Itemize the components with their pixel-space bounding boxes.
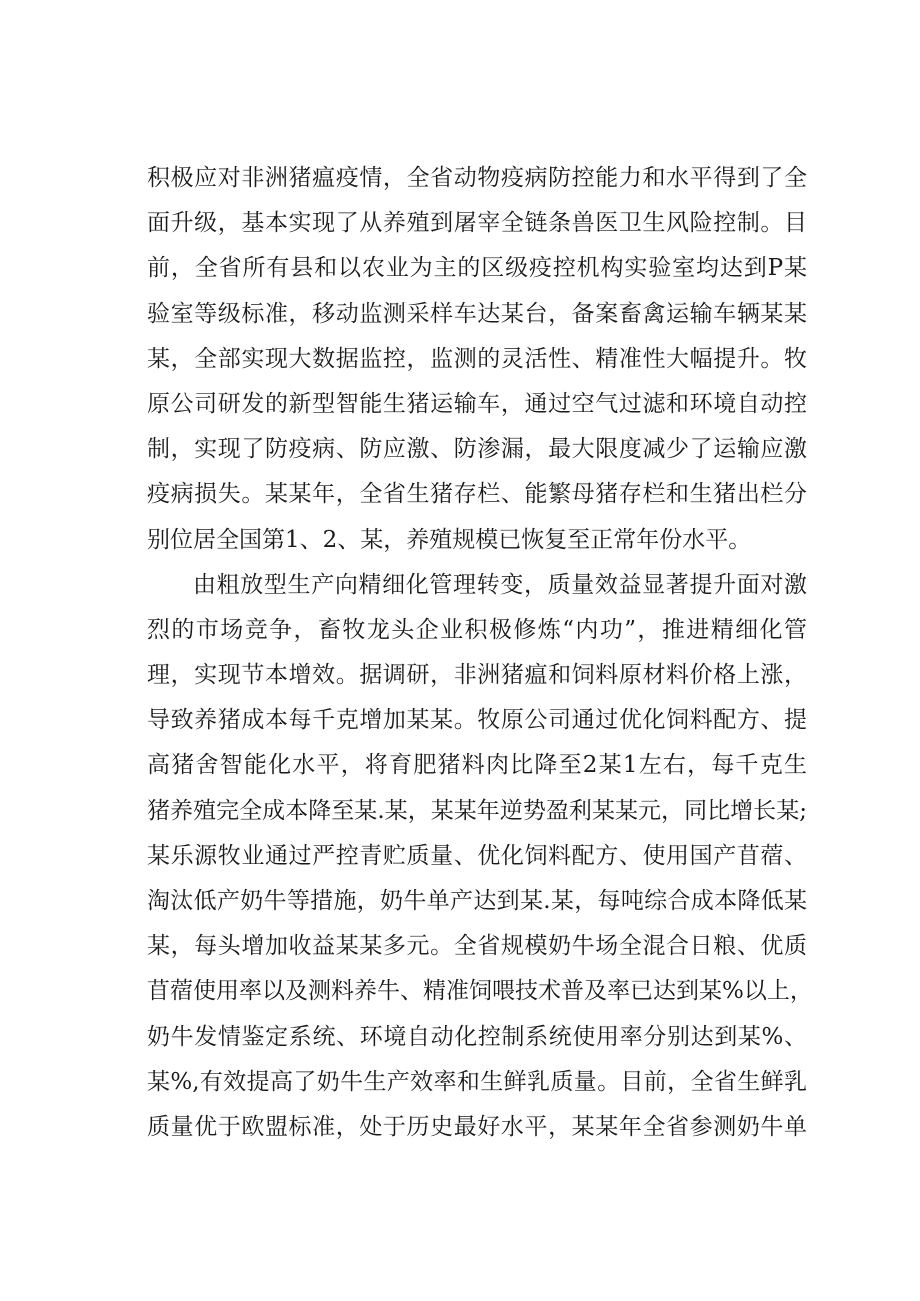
text-line: 导致养猪成本每千克增加某某。牧原公司通过优化饲料配方、提: [147, 707, 807, 734]
text-line: 前，全省所有县和以农业为主的区级疫控机构实验室均达到P某: [147, 255, 807, 282]
text-line: 理，实现节本增效。据调研，非洲猪瘟和饲料原材料价格上涨，: [147, 662, 807, 689]
text-line: 奶牛发情鉴定系统、环境自动化控制系统使用率分别达到某%、: [147, 1023, 807, 1050]
body-text: [147, 156, 813, 1150]
text-line: 某乐源牧业通过严控青贮质量、优化饲料配方、使用国产苜蓿、: [147, 842, 807, 869]
text-line: 某，全部实现大数据监控，监测的灵活性、精准性大幅提升。牧: [147, 345, 807, 372]
text-line: 别位居全国第1、2、某，养殖规模已恢复至正常年份水平。: [147, 526, 752, 553]
text-line: 制，实现了防疫病、防应激、防渗漏，最大限度减少了运输应激: [147, 436, 807, 463]
text-line: 烈的市场竞争，畜牧龙头企业积极修炼“内功”，推进精细化管: [147, 616, 807, 643]
text-line: 验室等级标准，移动监测采样车达某台，备案畜禽运输车辆某某: [147, 300, 807, 327]
text-line: 疫病损失。某某年，全省生猪存栏、能繁母猪存栏和生猪出栏分: [147, 481, 807, 508]
text-line: 质量优于欧盟标准，处于历史最好水平，某某年全省参测奶牛单: [147, 1113, 807, 1140]
text-line: 某%,有效提高了奶牛生产效率和生鲜乳质量。目前，全省生鲜乳: [147, 1068, 807, 1095]
text-line: 猪养殖完全成本降至某.某，某某年逆势盈利某某元，同比增长某;: [147, 797, 807, 824]
text-line: 原公司研发的新型智能生猪运输车，通过空气过滤和环境自动控: [147, 390, 807, 417]
paragraph-start-line: 由粗放型生产向精细化管理转变，质量效益显著提升面对激: [193, 571, 807, 598]
text-line: 面升级，基本实现了从养殖到屠宰全链条兽医卫生风险控制。目: [147, 210, 807, 237]
text-line: 高猪舍智能化水平，将育肥猪料肉比降至2某1左右，每千克生: [147, 752, 807, 779]
text-line: 苜蓿使用率以及测料养牛、精准饲喂技术普及率已达到某%以上，: [147, 978, 813, 1005]
text-line: 积极应对非洲猪瘟疫情，全省动物疫病防控能力和水平得到了全: [147, 165, 807, 191]
text-line: 某，每头增加收益某某多元。全省规模奶牛场全混合日粮、优质: [147, 933, 807, 960]
text-line: 淘汰低产奶牛等措施，奶牛单产达到某.某，每吨综合成本降低某: [147, 888, 807, 914]
